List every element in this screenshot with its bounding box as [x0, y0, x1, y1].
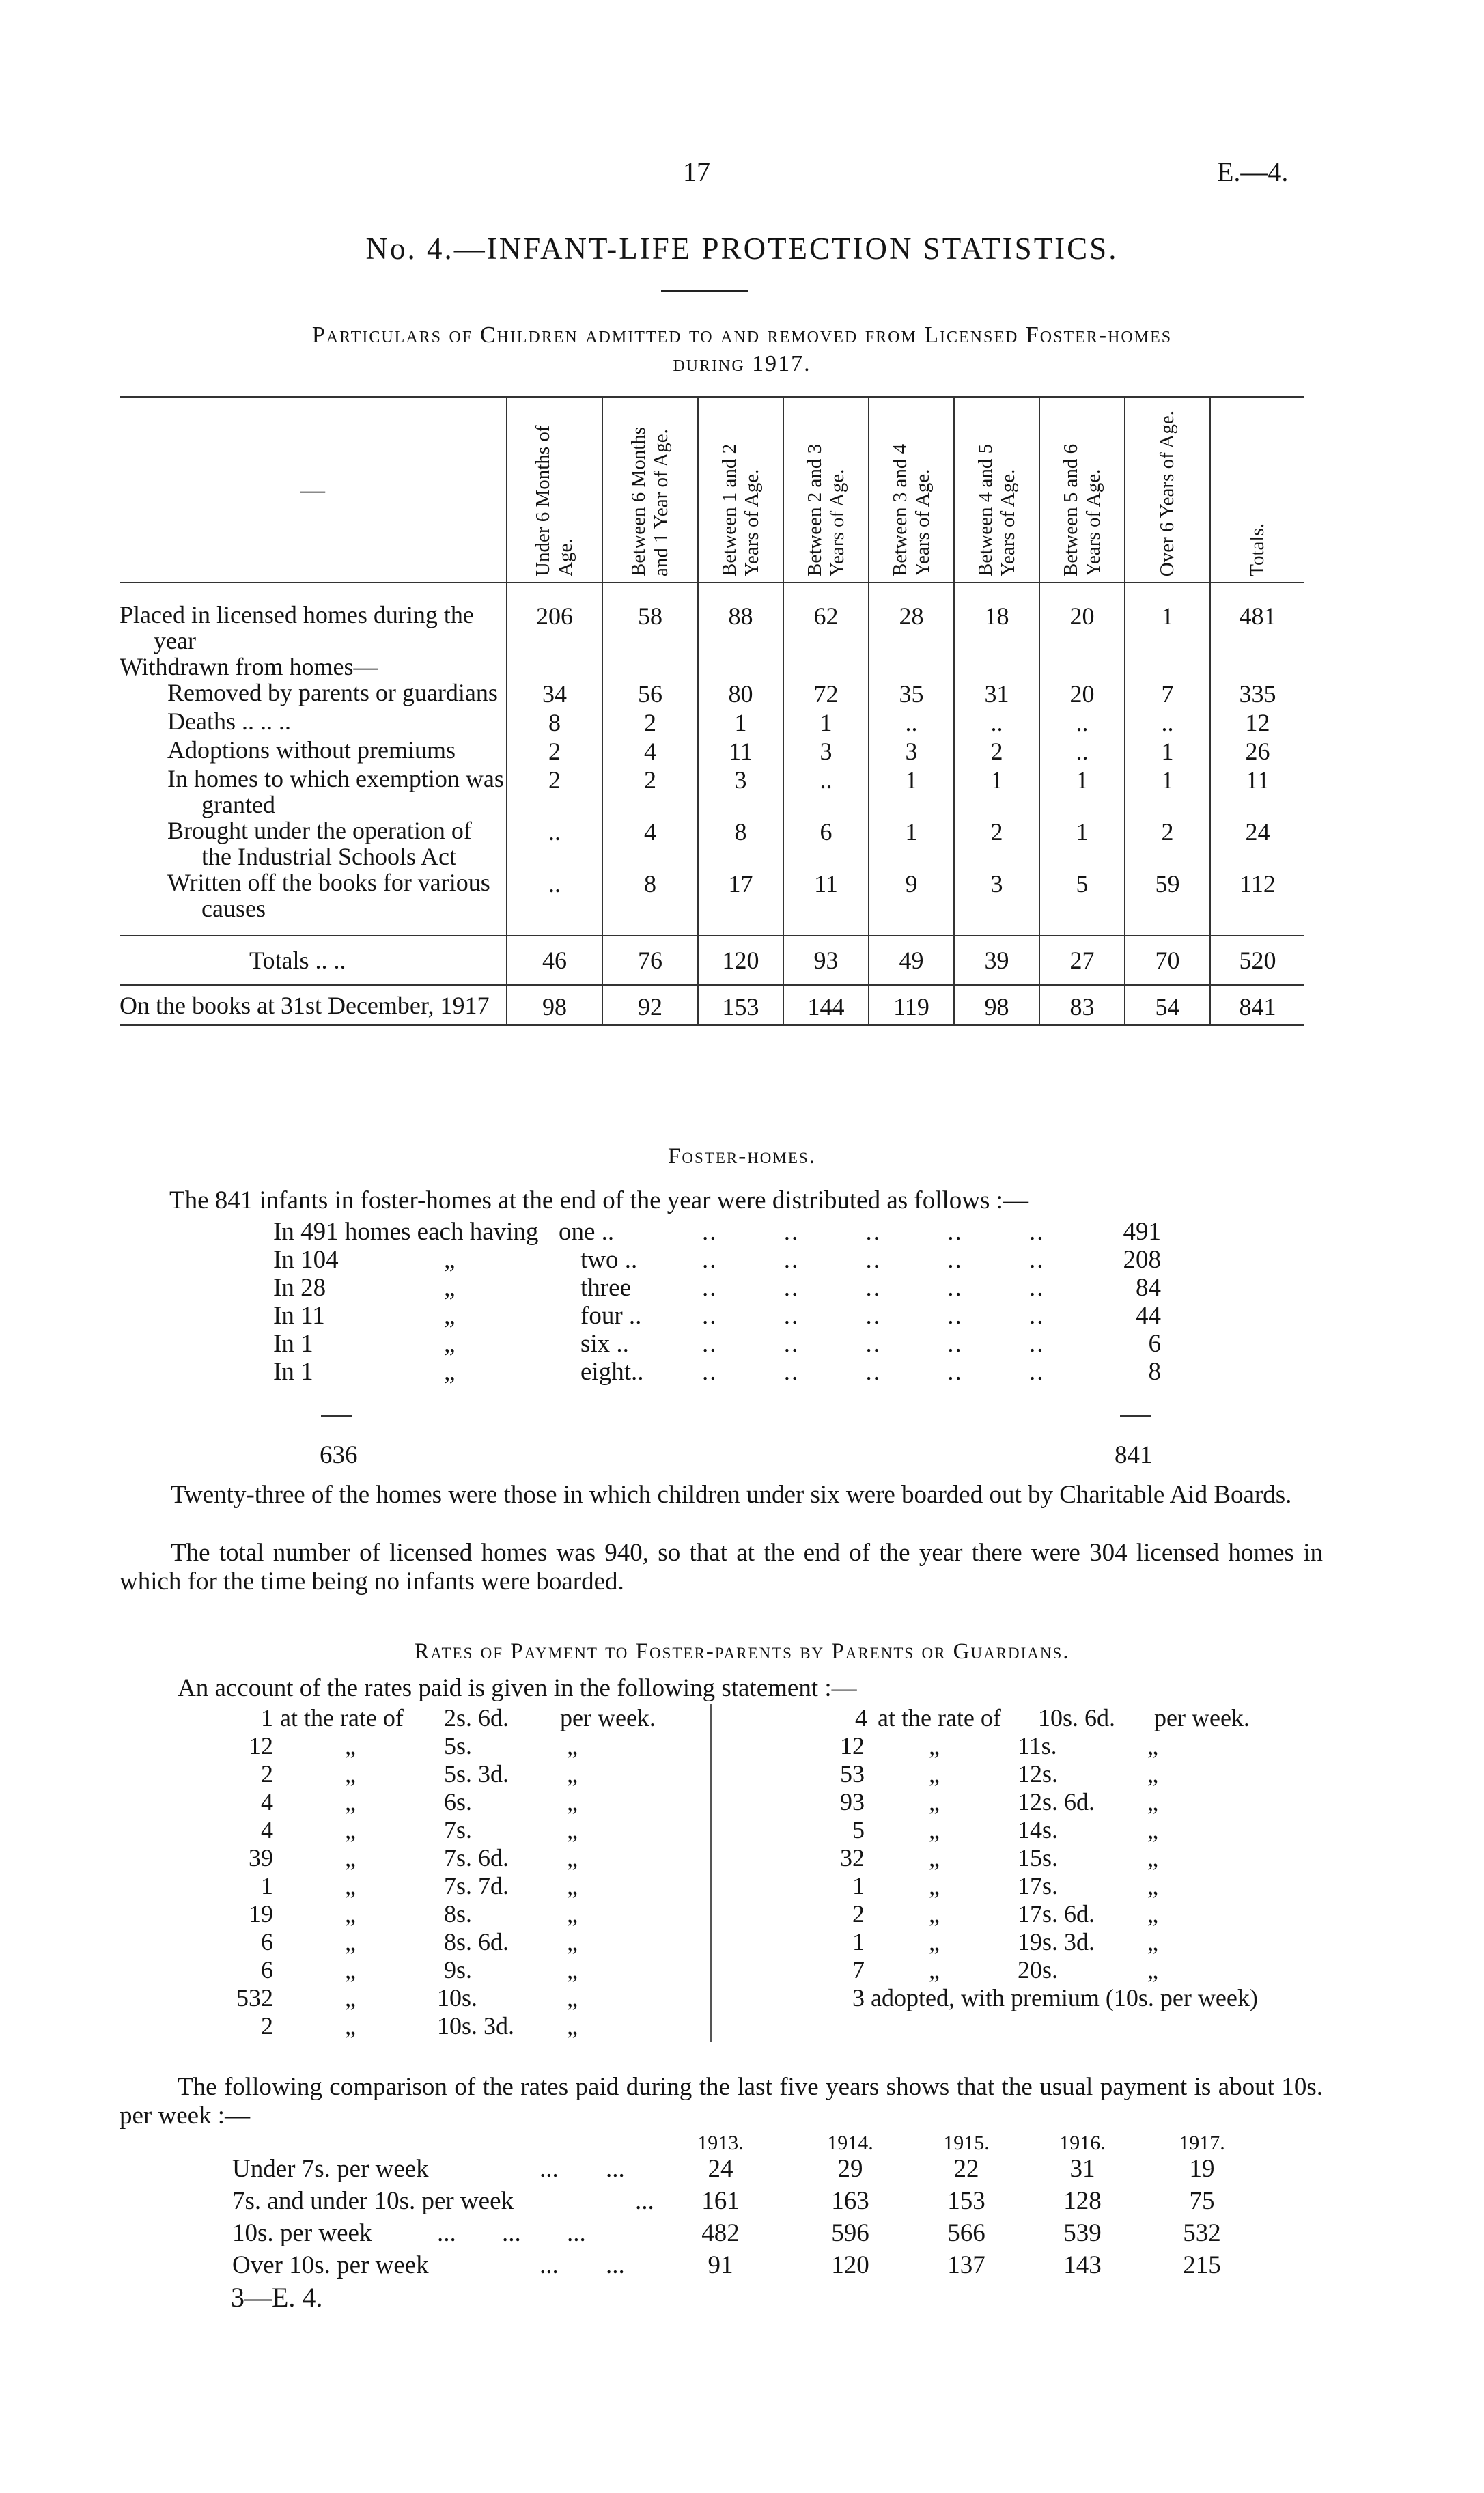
col-header-under-6-months: Under 6 Months of Age.: [507, 397, 602, 583]
comparison-intro: The following comparison of the rates paid during the last five years shows that the usual payment is about 10s. per week :—: [120, 2073, 1323, 2130]
table-cell: ..: [869, 708, 954, 737]
table-cell: 27: [1039, 936, 1125, 985]
footer-reference: 3—E. 4.: [231, 2282, 323, 2313]
licensed-homes-paragraph: The total number of licensed homes was 940, so that at the end of the year there were 304 licensed homes in which for the time being no infants were boarded.: [120, 1539, 1323, 1596]
table-cell: 56: [602, 680, 698, 708]
table-cell: 7: [1125, 680, 1210, 708]
page-title: No. 4.—INFANT-LIFE PROTECTION STATISTICS.: [365, 232, 1119, 266]
table-cell: 93: [783, 936, 869, 985]
col-header-totals: Totals.: [1210, 397, 1304, 583]
rate-row: 1 „ 19s. 3d. „: [852, 1928, 1158, 1955]
table-cell: 119: [869, 985, 954, 1025]
rate-row: 4 „ 6s. „: [261, 1788, 578, 1815]
table-row: [120, 680, 1304, 708]
table-cell: 3: [783, 737, 869, 766]
table-cell: 46: [507, 936, 602, 985]
rates-intro: An account of the rates paid is given in the following statement :—: [178, 1674, 857, 1702]
table-cell: 39: [954, 936, 1039, 985]
table-cell: 20: [1039, 680, 1125, 708]
title-rule: [661, 290, 748, 292]
table-cell: 88: [698, 602, 783, 680]
table-cell: 62: [783, 602, 869, 680]
table-cell: 6: [783, 818, 869, 869]
table-corner: —: [120, 397, 507, 583]
col-header-3-4-years: Between 3 and 4 Years of Age.: [869, 397, 954, 583]
table-cell: 520: [1210, 936, 1304, 985]
table-cell: 120: [698, 936, 783, 985]
foster-homes-heading: Foster-homes.: [668, 1144, 816, 1169]
table-cell: 8: [602, 869, 698, 936]
table-cell: 34: [507, 680, 602, 708]
table-cell: 12: [1210, 708, 1304, 737]
table-cell: 144: [783, 985, 869, 1025]
table-cell: 1: [1125, 737, 1210, 766]
table-cell: 49: [869, 936, 954, 985]
distribution-row: In 11 „ four .. .. .. .. .. .. 44: [273, 1302, 1161, 1330]
table-cell: 1: [783, 708, 869, 737]
comparison-table: [232, 2128, 1270, 2282]
table-cell: 1: [1125, 766, 1210, 818]
table-cell: 98: [954, 985, 1039, 1025]
table-cell: 98: [507, 985, 602, 1025]
table-header-row: [120, 397, 1304, 583]
comparison-row: 10s. per week ... ... ... 482 596 566 539 532: [232, 2219, 1221, 2247]
col-header-5-6-years: Between 5 and 6 Years of Age.: [1039, 397, 1125, 583]
table-cell: 2: [507, 766, 602, 818]
withdrawn-heading: Withdrawn from homes—: [120, 653, 378, 680]
table-cell: 2: [507, 737, 602, 766]
table-cell: 20: [1039, 602, 1125, 680]
distribution-row: In 28 „ three .. .. .. .. .. 84: [273, 1274, 1161, 1302]
rate-row: 12 „ 11s. „: [840, 1732, 1158, 1759]
row-label: In homes to which exemption was granted: [167, 765, 504, 818]
table-cell: 1: [869, 766, 954, 818]
rate-row: 1 at the rate of 2s. 6d. per week.: [261, 1704, 656, 1731]
table-cell: 335: [1210, 680, 1304, 708]
row-label: On the books at 31st December, 1917: [120, 992, 490, 1019]
table-cell: 76: [602, 936, 698, 985]
total-infants: 841: [1115, 1441, 1153, 1469]
rates-left-column: [212, 1704, 703, 2040]
table-cell: 8: [507, 708, 602, 737]
table-cell: 2: [1125, 818, 1210, 869]
table-cell: 31: [954, 680, 1039, 708]
rate-row: 5 „ 14s. „: [852, 1816, 1158, 1843]
rate-row: 6 „ 9s. „: [261, 1956, 578, 1983]
table-cell: 17: [698, 869, 783, 936]
table-cell: 35: [869, 680, 954, 708]
table-cell: 2: [602, 708, 698, 737]
table-caption-line-2: during 1917.: [673, 351, 811, 376]
table-row: [120, 708, 1304, 737]
table-cell: 92: [602, 985, 698, 1025]
row-label: Written off the books for various causes: [167, 869, 490, 922]
col-header-4-5-years: Between 4 and 5 Years of Age.: [954, 397, 1039, 583]
rate-row: 4 „ 7s. „: [261, 1816, 578, 1843]
rate-row: 7 „ 20s. „: [852, 1956, 1158, 1983]
table-cell: 1: [1039, 818, 1125, 869]
page-number: 17: [683, 156, 710, 187]
rates-column-divider: [710, 1704, 712, 2042]
comparison-row: Under 7s. per week ... ... 24 29 22 31 19: [232, 2155, 1215, 2183]
table-cell: 3: [954, 869, 1039, 936]
rate-row: 6 „ 8s. 6d. „: [261, 1928, 578, 1955]
comparison-row: 7s. and under 10s. per week ... 161 163 153 128 75: [232, 2187, 1215, 2215]
rate-row: 1 „ 17s. „: [852, 1872, 1158, 1899]
table-row: [120, 766, 1304, 818]
rate-row: 12 „ 5s. „: [249, 1732, 578, 1759]
table-cell: 4: [602, 737, 698, 766]
table-cell: ..: [1125, 708, 1210, 737]
row-label: Placed in licensed homes during the year: [120, 601, 474, 654]
rate-row-adopted: 3 adopted, with premium (10s. per week): [852, 1984, 1258, 2011]
table-cell: 153: [698, 985, 783, 1025]
table-cell: 2: [602, 766, 698, 818]
table-cell: 26: [1210, 737, 1304, 766]
table-cell: 1: [1039, 766, 1125, 818]
table-cell: 70: [1125, 936, 1210, 985]
row-label: Deaths .. .. ..: [167, 708, 291, 735]
rate-row: 532 „ 10s. „: [236, 1984, 578, 2011]
rate-row: 32 „ 15s. „: [840, 1844, 1158, 1871]
table-cell: 18: [954, 602, 1039, 680]
table-cell: ..: [507, 818, 602, 869]
table-cell: 1: [869, 818, 954, 869]
table-row-on-books: [120, 985, 1304, 1025]
table-cell: 59: [1125, 869, 1210, 936]
table-cell: 28: [869, 602, 954, 680]
row-label: Adoptions without premiums: [167, 736, 456, 764]
page-reference: E.—4.: [1217, 156, 1289, 187]
distribution-row: In 491 homes each having one .. .. .. .. .. .. 491: [273, 1218, 1161, 1246]
rate-row: 2 „ 10s. 3d. „: [261, 2012, 578, 2039]
table-cell: 1: [954, 766, 1039, 818]
foster-homes-intro: The 841 infants in foster-homes at the end of the year were distributed as follows :—: [169, 1186, 1028, 1214]
table-cell: 11: [1210, 766, 1304, 818]
table-cell: 841: [1210, 985, 1304, 1025]
row-label: Totals .. ..: [249, 947, 346, 974]
rate-row: 1 „ 7s. 7d. „: [261, 1872, 578, 1899]
table-row: [120, 818, 1304, 869]
rate-row: 4 at the rate of 10s. 6d. per week.: [855, 1704, 1250, 1731]
total-homes: 636: [320, 1441, 358, 1469]
rate-row: 2 „ 17s. 6d. „: [852, 1900, 1158, 1927]
table-cell: 206: [507, 602, 602, 680]
table-cell: 24: [1210, 818, 1304, 869]
table-cell: 58: [602, 602, 698, 680]
table-cell: 3: [698, 766, 783, 818]
total-infants-rule: [1120, 1415, 1151, 1417]
rates-right-column: [840, 1704, 1332, 2012]
table-cell: ..: [954, 708, 1039, 737]
table-cell: 72: [783, 680, 869, 708]
distribution-row: In 1 „ six .. .. .. .. .. .. 6: [273, 1330, 1161, 1358]
col-header-1-2-years: Between 1 and 2 Years of Age.: [698, 397, 783, 583]
distribution-row: In 104 „ two .. .. .. .. .. .. 208: [273, 1246, 1161, 1274]
table-cell: 1: [1125, 602, 1210, 680]
row-label: Brought under the operation of the Industrial Schools Act: [167, 817, 472, 870]
comparison-row: Over 10s. per week ... ... 91 120 137 143 215: [232, 2251, 1221, 2279]
table-cell: ..: [507, 869, 602, 936]
statistics-table: [120, 396, 1304, 1026]
total-homes-rule: [321, 1415, 352, 1417]
table-row: [120, 602, 1304, 680]
table-row: [120, 737, 1304, 766]
table-cell: 11: [698, 737, 783, 766]
rates-heading: Rates of Payment to Foster-parents by Parents or Guardians.: [414, 1639, 1070, 1664]
rate-row: 53 „ 12s. „: [840, 1760, 1158, 1787]
table-cell: 3: [869, 737, 954, 766]
comparison-year-header: 1913. 1914. 1915. 1916. 1917.: [697, 2132, 1225, 2154]
table-cell: 5: [1039, 869, 1125, 936]
table-cell: 112: [1210, 869, 1304, 936]
table-cell: 83: [1039, 985, 1125, 1025]
table-cell: ..: [1039, 708, 1125, 737]
table-cell: 2: [954, 818, 1039, 869]
table-cell: 9: [869, 869, 954, 936]
table-cell: 54: [1125, 985, 1210, 1025]
rate-row: 39 „ 7s. 6d. „: [249, 1844, 578, 1871]
table-row-totals: [120, 936, 1304, 985]
table-row: [120, 869, 1304, 936]
table-cell: 8: [698, 818, 783, 869]
distribution-list: [273, 1218, 1161, 1386]
table-cell: ..: [783, 766, 869, 818]
rate-row: 19 „ 8s. „: [249, 1900, 578, 1927]
table-cell: 481: [1210, 602, 1304, 680]
col-header-2-3-years: Between 2 and 3 Years of Age.: [783, 397, 869, 583]
rate-row: 93 „ 12s. 6d. „: [840, 1788, 1158, 1815]
table-cell: 2: [954, 737, 1039, 766]
table-cell: 1: [698, 708, 783, 737]
distribution-row: In 1 „ eight.. .. .. .. .. .. 8: [273, 1358, 1161, 1386]
col-header-6-months-1-year: Between 6 Months and 1 Year of Age.: [602, 397, 698, 583]
row-label: Removed by parents or guardians: [167, 679, 498, 706]
rate-row: 2 „ 5s. 3d. „: [261, 1760, 578, 1787]
table-cell: 80: [698, 680, 783, 708]
col-header-over-6-years: Over 6 Years of Age.: [1125, 397, 1210, 583]
table-cell: 4: [602, 818, 698, 869]
charitable-aid-paragraph: Twenty-three of the homes were those in which children under six were boarded out by Charitable Aid Boards.: [171, 1481, 1292, 1509]
table-cell: 11: [783, 869, 869, 936]
table-caption-line-1: Particulars of Children admitted to and removed from Licensed Foster-homes: [311, 322, 1173, 348]
table-cell: ..: [1039, 737, 1125, 766]
